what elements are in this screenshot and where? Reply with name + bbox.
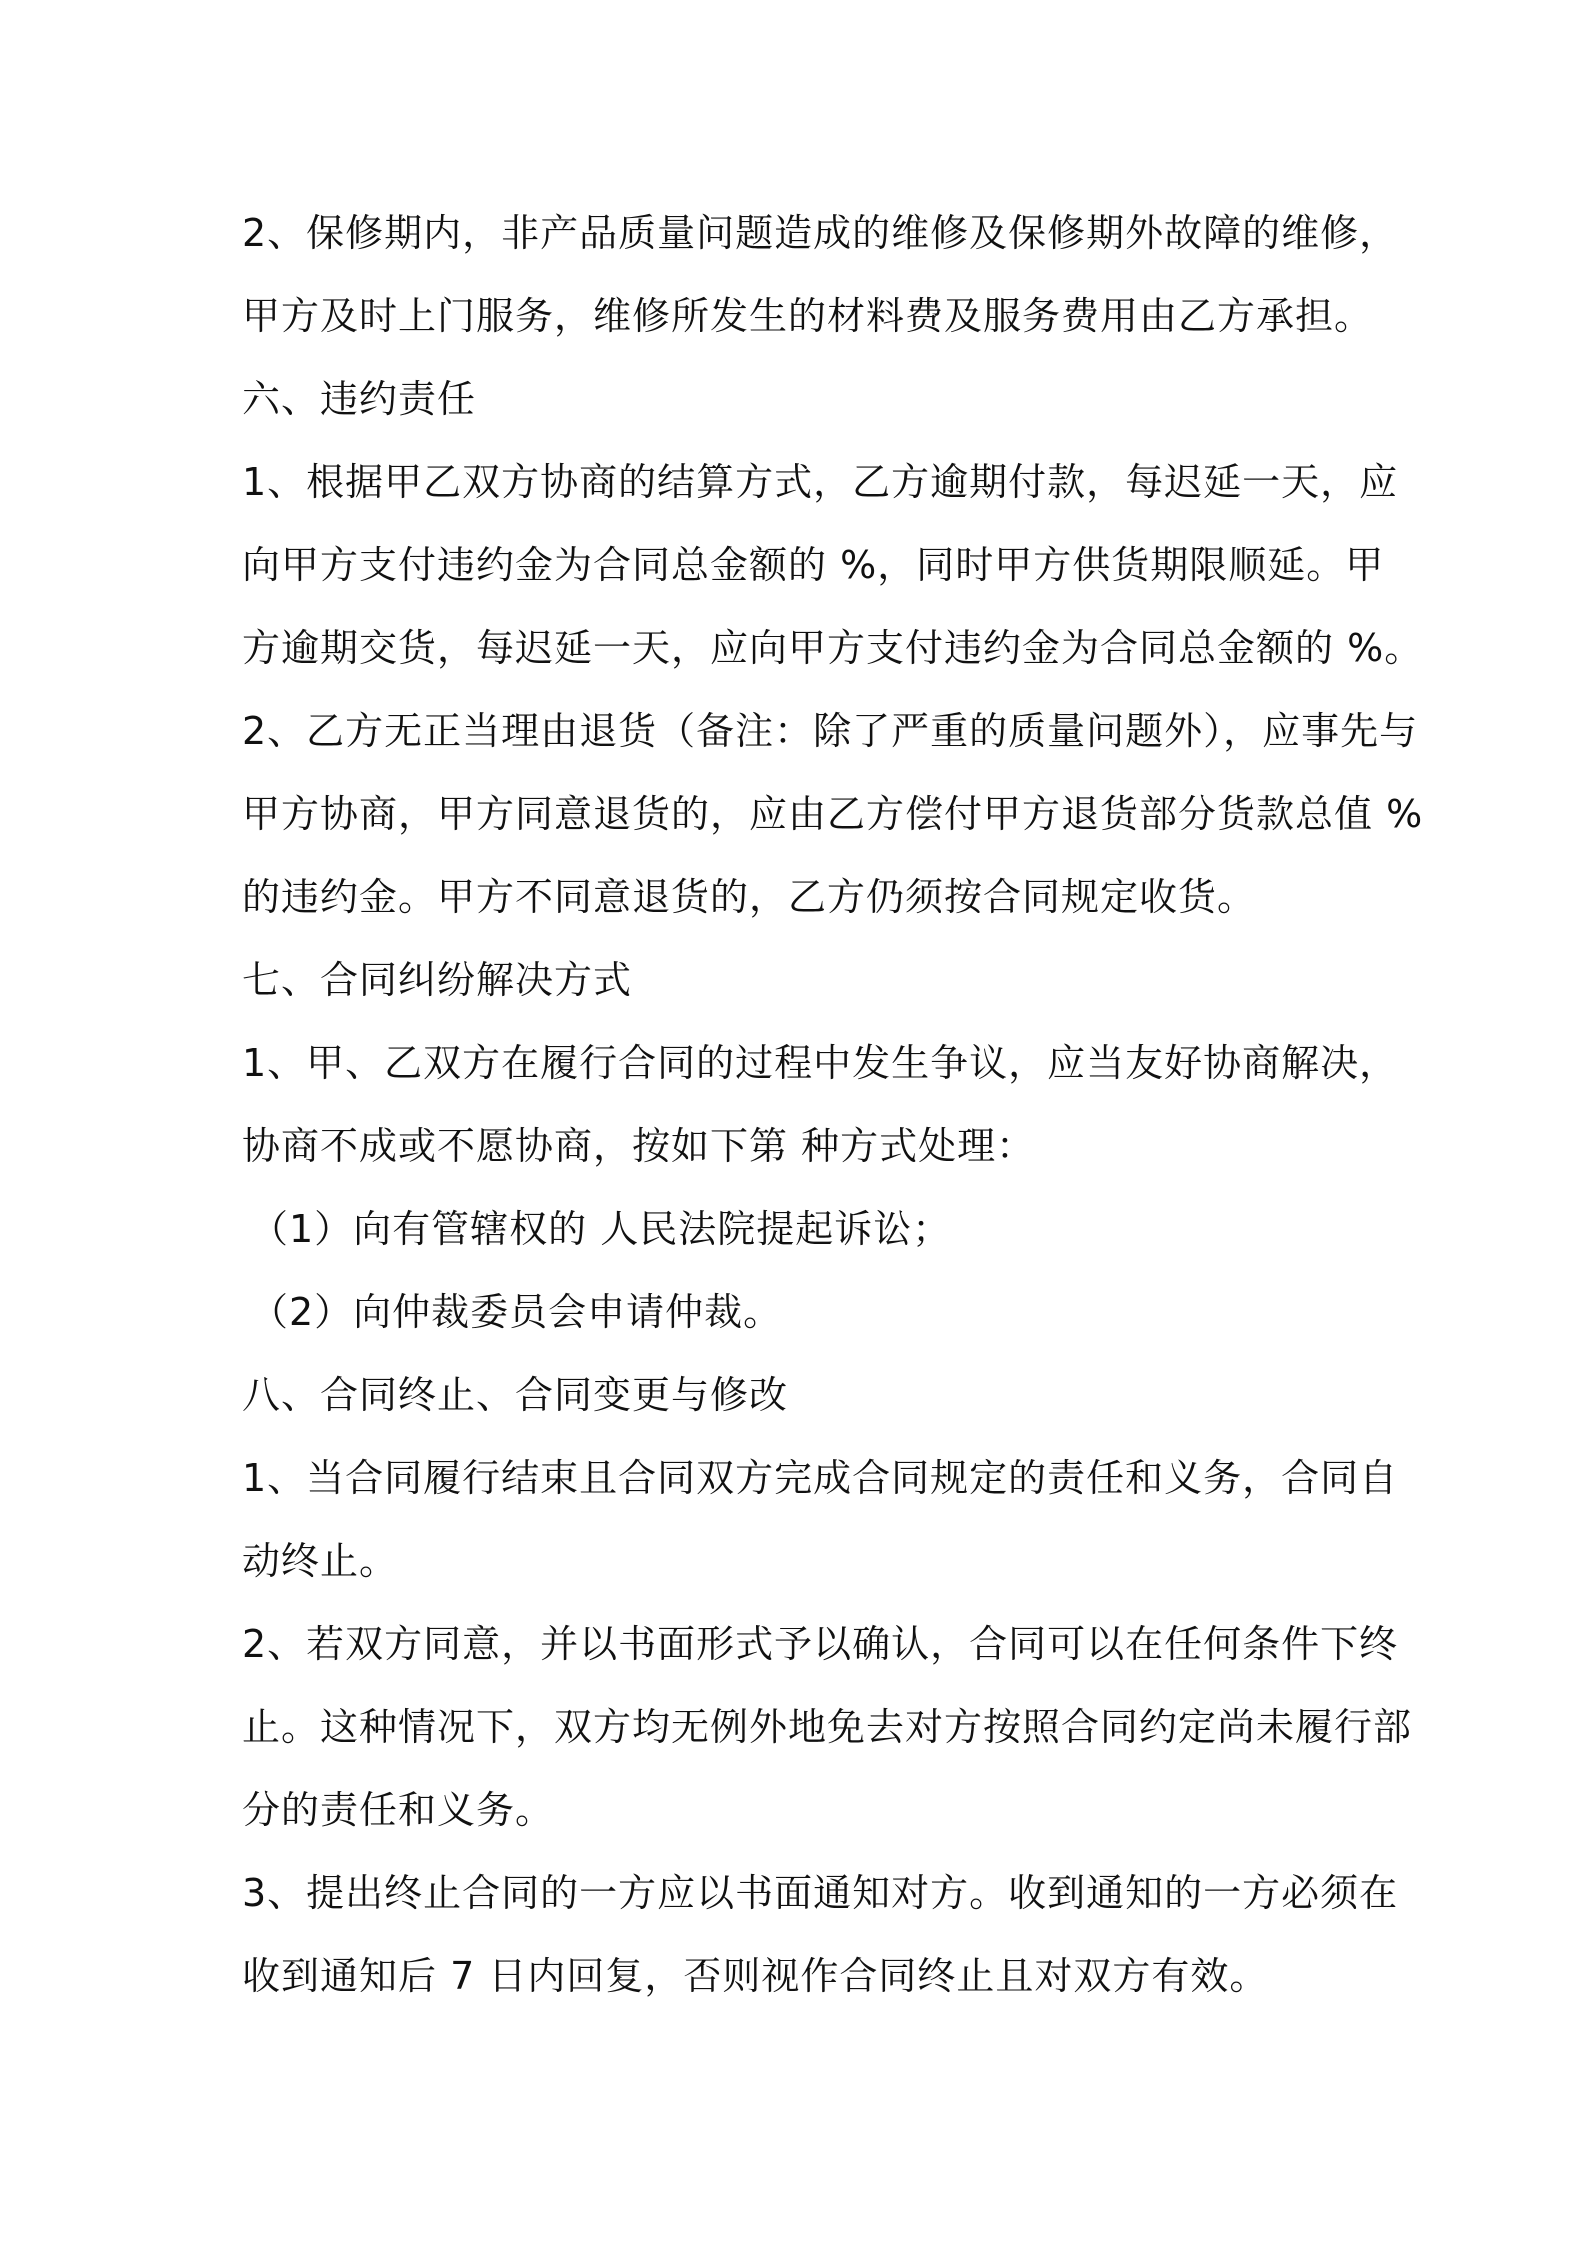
section-heading: 八、合同终止、合同变更与修改 [242,1373,789,1417]
text-line: 1、甲、乙双方在履行合同的过程中发生争议，应当友好协商解决， [242,1041,1399,1085]
text-line: 2、保修期内，非产品质量问题造成的维修及保修期外故障的维修， [242,211,1399,255]
text-line: 1、根据甲乙双方协商的结算方式，乙方逾期付款，每迟延一天，应 [242,460,1399,504]
text-line: 3、提出终止合同的一方应以书面通知对方。收到通知的一方必须在 [242,1871,1399,1915]
section-heading: 六、违约责任 [242,377,477,421]
text-line: 甲方协商，甲方同意退货的，应由乙方偿付甲方退货部分货款总值 % [242,792,1424,836]
text-line: 收到通知后 7 日内回复，否则视作合同终止且对双方有效。 [242,1954,1269,1998]
text-line: 分的责任和义务。 [242,1788,555,1832]
text-line: 2、若双方同意，并以书面形式予以确认，合同可以在任何条件下终 [242,1622,1399,1666]
text-line: 止。这种情况下，双方均无例外地免去对方按照合同约定尚未履行部 [242,1705,1413,1749]
list-item: （2）向仲裁委员会申请仲裁。 [250,1290,783,1334]
text-line: 1、当合同履行结束且合同双方完成合同规定的责任和义务，合同自 [242,1456,1399,1500]
text-line: 协商不成或不愿协商，按如下第 种方式处理： [242,1124,1036,1168]
text-line: 方逾期交货，每迟延一天，应向甲方支付违约金为合同总金额的 %。 [242,626,1424,670]
text-line: 甲方及时上门服务，维修所发生的材料费及服务费用由乙方承担。 [242,294,1374,338]
text-line: 2、乙方无正当理由退货（备注：除了严重的质量问题外），应事先与 [242,709,1419,753]
text-line: 向甲方支付违约金为合同总金额的 %，同时甲方供货期限顺延。甲 [242,543,1385,587]
section-heading: 七、合同纠纷解决方式 [242,958,633,1002]
text-line: 的违约金。甲方不同意退货的，乙方仍须按合同规定收货。 [242,875,1257,919]
list-item: （1）向有管辖权的 人民法院提起诉讼； [250,1207,952,1251]
text-line: 动终止。 [242,1539,399,1583]
